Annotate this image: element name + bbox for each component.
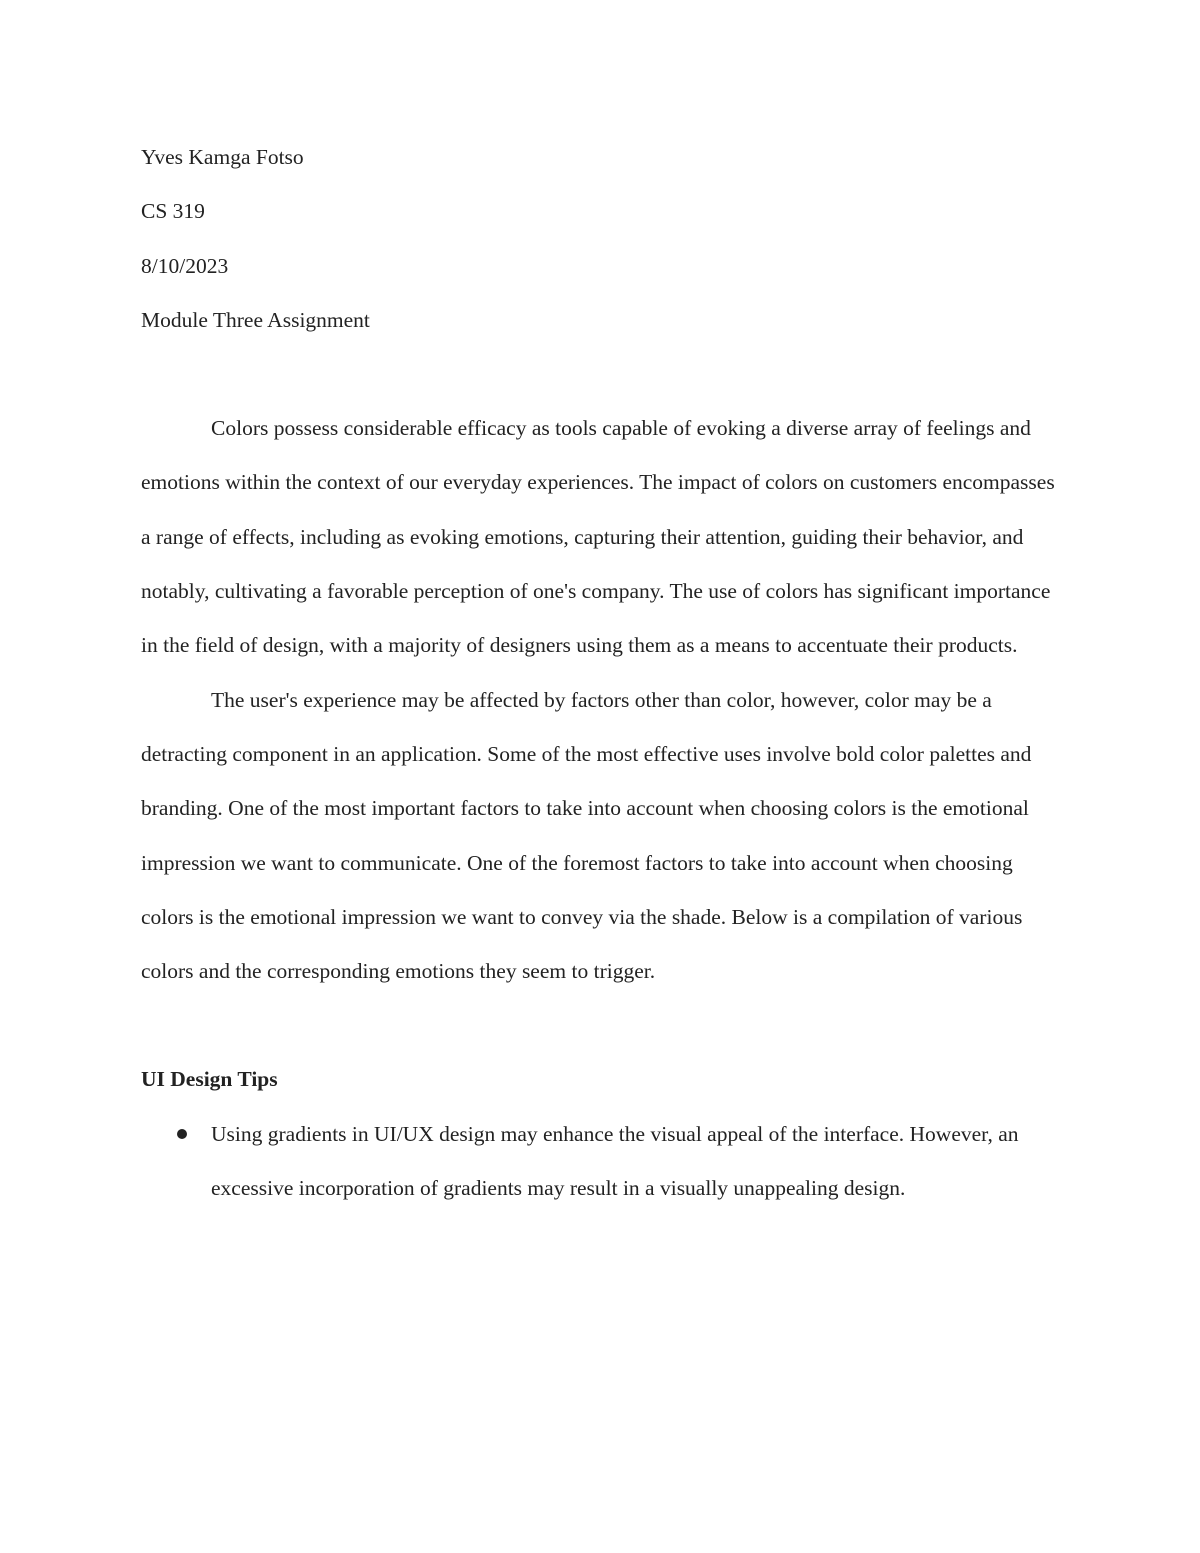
- bullet-icon: [177, 1129, 187, 1139]
- submission-date: 8/10/2023: [141, 253, 229, 278]
- list-item: [141, 1107, 1061, 1216]
- assignment-title: Module Three Assignment: [141, 307, 370, 332]
- body-paragraph-2: The user's experience may be affected by factors other than color, however, color may be a detracting component in an application. Some of the most effective uses involve bold color palettes and branding. One of the most important factors to take into account when choosing colors is the emotional impression we want to communicate. One of the foremost factors to take into account when choosing colors is the emotional impression we want to convey via the shade. Below is a compilation of various colors and the corresponding emotions they seem to trigger.: [141, 687, 1032, 984]
- course-code: CS 319: [141, 199, 205, 224]
- tip-text: Using gradients in UI/UX design may enhance the visual appeal of the interface. However, an excessive incorporation of gradients may result in a visually unappealing design.: [211, 1121, 1019, 1201]
- author-name: Yves Kamga Fotso: [141, 145, 304, 169]
- section-heading: UI Design Tips: [141, 1067, 278, 1092]
- body-paragraph-1: Colors possess considerable efficacy as tools capable of evoking a diverse array of feelings and emotions within the context of our everyday experiences. The impact of colors on customers encompasses a range of effects, including as evoking emotions, capturing their attention, guiding their behavior, and notably, cultivating a favorable perception of one's company. The use of colors has significant importance in the field of design, with a majority of designers using them as a means to accentuate their products.: [141, 416, 1055, 658]
- document-content: [141, 130, 1061, 1215]
- tips-list: [141, 1107, 1061, 1216]
